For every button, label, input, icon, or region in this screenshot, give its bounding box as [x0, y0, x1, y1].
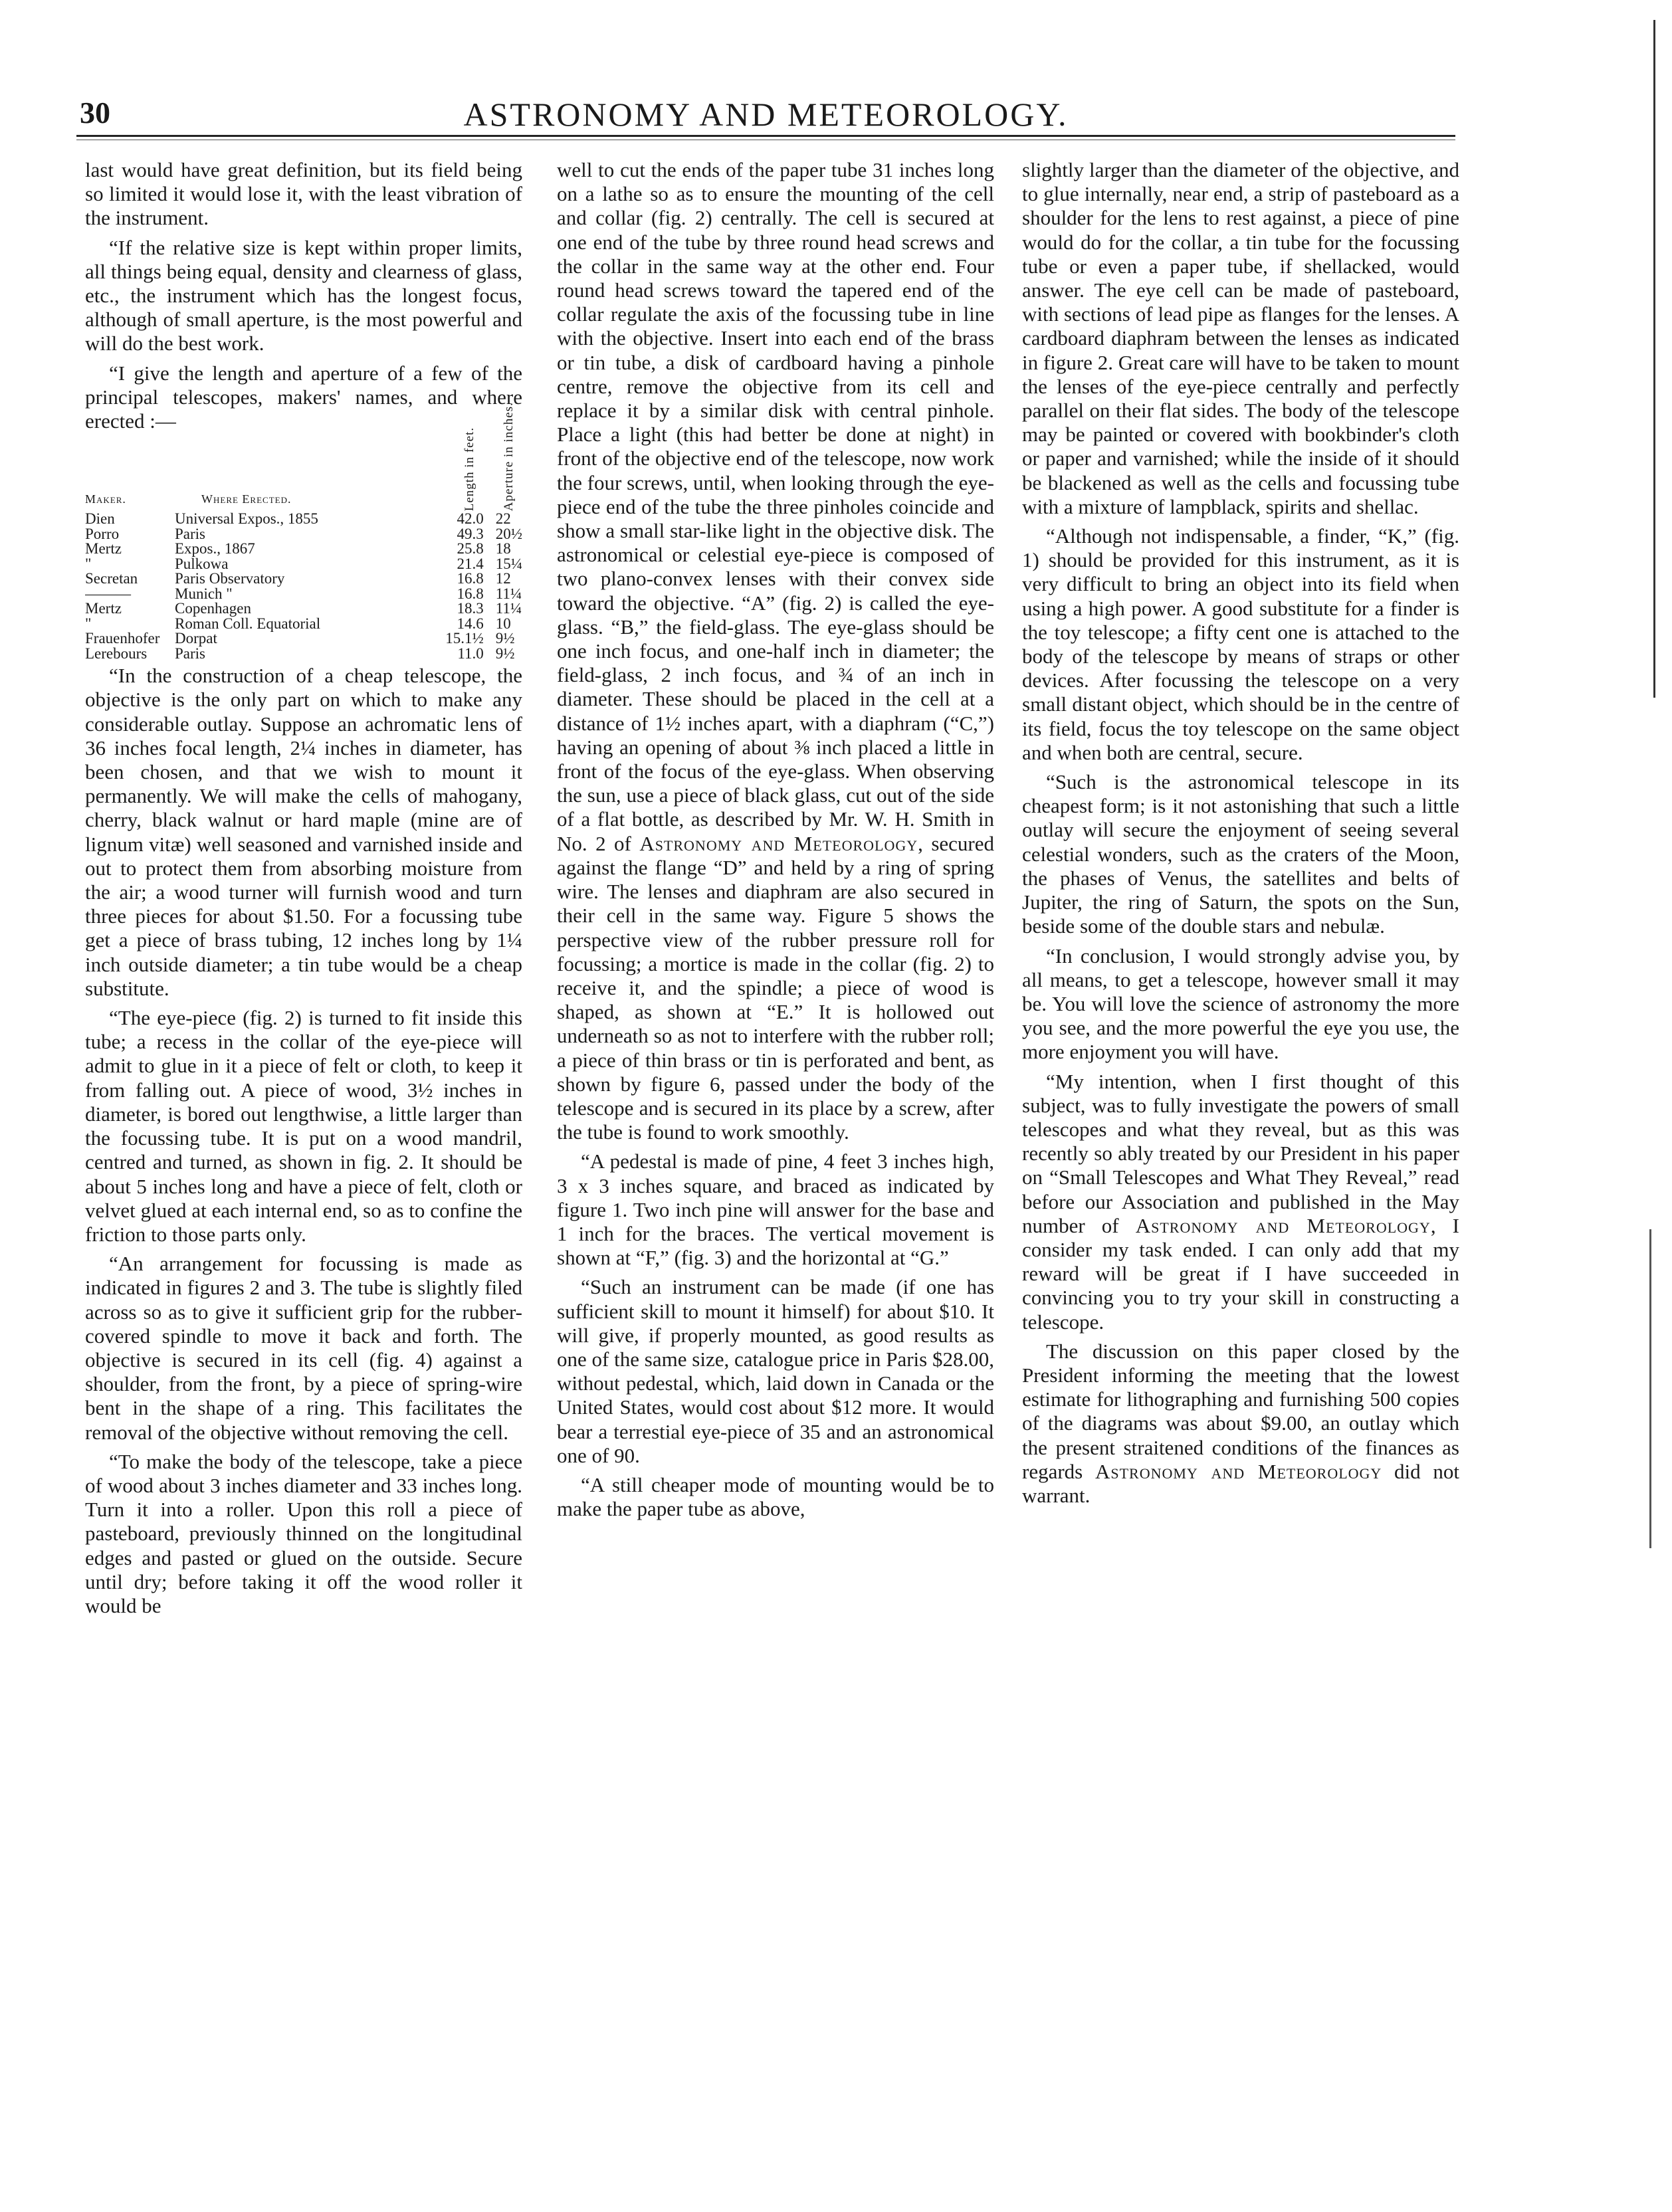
table-row	[85, 527, 522, 542]
table-row	[85, 617, 522, 632]
table-cell-length: 14.6	[457, 615, 484, 632]
paragraph-text: “My intention, when I first thought of this subject, was to fully investigate the powers of small telescopes and what they reveal, but as this was recently so ably treated by our President in his paper on “Small Telescopes and What They Reveal,” read before our Association and published in the May number of	[1022, 1069, 1459, 1237]
page-edge-line	[1653, 20, 1655, 698]
table-cell-where: Munich "	[175, 585, 233, 602]
paragraph: slightly larger than the diameter of the objective, and to glue internally, near end, a strip of pasteboard as a shoulder for the lens to rest against, a piece of pine would do for the collar, a tin tube for the focussing tube or even a paper tube, if shellacked, would answer. The eye cell can be made of pasteboard, with sections of lead pipe as flanges for the lenses. A cardboard diaphram between the lenses as indicated in figure 2. Great care will have to be taken to mount the lenses of the eye-piece centrally and perfectly parallel on their flat sides. The body of the telescope may be painted or covered with bookbinder's cloth or paper and varnished; while the inside of it should be blackened as well as the cells and focussing tube with a mixture of lampblack, spirits and shellac.	[1022, 158, 1459, 518]
table-row	[85, 647, 522, 662]
table-cell-length: 15.1½	[445, 630, 484, 647]
paragraph: “If the relative size is kept within proper limits, all things being equal, density and clearness of glass, etc., the instrument which has the longest focus, although of small aperture, is the most powerful and will do the best work.	[85, 235, 522, 355]
table-header-aperture: Aperture in inches.	[501, 401, 516, 511]
table-cell-length: 42.0	[457, 510, 484, 528]
table-row	[85, 631, 522, 647]
paragraph: last would have great definition, but its field being so limited it would lose it, with the least vibration of the instrument.	[85, 158, 522, 230]
paragraph: “An arrangement for focussing is made as indicated in figures 2 and 3. The tube is slightly filed across so as to give it sufficient grip for the rubber-covered spindle to move it back and forth. The objective is secured in its cell (fig. 4) against a shoulder, from the front, by a piece of spring-wire bent in the shape of a ring. This facilitates the removal of the objective without removing the cell.	[85, 1252, 522, 1444]
column-2	[557, 158, 994, 2098]
table-cell-where: Expos., 1867	[175, 540, 255, 557]
table-cell-length: 11.0	[457, 645, 484, 662]
table-header-where: Where Erected.	[201, 492, 292, 506]
table-cell-aperture: 15¼	[495, 555, 522, 572]
table-row	[85, 512, 522, 527]
journal-title: Astronomy and Meteorology	[639, 831, 918, 855]
paragraph-text: did not warrant.	[1022, 1459, 1459, 1507]
table-cell-aperture: 9½	[495, 630, 515, 647]
table-cell-length: 16.8	[457, 570, 484, 587]
table-cell-maker: Porro	[85, 525, 120, 542]
journal-title: Astronomy and Meteorology	[1135, 1213, 1431, 1237]
paragraph-text: , I consider my task ended. I can only add that my reward will be great if I have succeeded in convincing you to try your skill in constructing a telescope.	[1022, 1213, 1459, 1334]
table-cell-length: 49.3	[457, 525, 484, 542]
table-cell-aperture: 11¼	[495, 585, 522, 602]
table-cell-maker: "	[85, 615, 92, 632]
table-cell-maker: "	[85, 555, 92, 572]
table-header-maker: Maker.	[85, 492, 126, 506]
table-cell-where: Roman Coll. Equatorial	[175, 615, 321, 632]
running-header	[76, 90, 1455, 136]
table-cell-where: Pulkowa	[175, 555, 229, 572]
paragraph: “In the construction of a cheap telescope, the objective is the only part on which to make any considerable outlay. Suppose an achromatic lens of 36 inches focal length, 2¼ inches in diameter, has been chosen, and that we wish to mount it permanently. We will make the cells of mahogany, cherry, black walnut or hard maple (mine are of lignum vitæ) well seasoned and varnished inside and out to protect them from absorbing moisture from the air; a wood turner will furnish wood and turn three pieces for about $1.50. For a focussing tube get a piece of brass tubing, 12 inches long by 1¼ inch outside diameter; a tin tube would be a cheap substitute.	[85, 664, 522, 1000]
table-cell-length: 25.8	[457, 540, 484, 557]
table-cell-length: 18.3	[457, 600, 484, 617]
table-row	[85, 571, 522, 587]
header-rule	[76, 135, 1455, 137]
table-cell-aperture: 18	[495, 540, 511, 557]
paragraph	[1022, 1340, 1459, 1508]
paragraph: “In conclusion, I would strongly advise you, by all means, to get a telescope, however small it may be. You will love the science of astronomy the more you see, and the more powerful the eye you use, the more enjoyment you will have.	[1022, 944, 1459, 1064]
table-cell-where: Dorpat	[175, 630, 217, 647]
journal-title: Astronomy and Meteorology	[1095, 1459, 1382, 1483]
paragraph: “I give the length and aperture of a few of the principal telescopes, makers' names, and where erected :—	[85, 361, 522, 433]
paragraph: “Such an instrument can be made (if one has sufficient skill to mount it himself) for about $10. It will give, if properly mounted, as good results as one of the same size, catalogue price in Paris $28.00, without pedestal, which, laid down in Canada or the United States, would cost about $12 more. It would bear a terrestial eye-piece of 35 and an astronomical one of 90.	[557, 1275, 994, 1467]
paragraph: “The eye-piece (fig. 2) is turned to fit inside this tube; a recess in the collar of the eye-piece will admit to glue in it a piece of felt or cloth, to keep it from falling out. A piece of wood, 3½ inches in diameter, is bored out lengthwise, a little larger than the focussing tube. It is put on a wood mandril, centred and turned, as shown in fig. 2. It should be about 5 inches long and have a piece of felt, cloth or velvet glued at each internal end, so as to confine the friction to those parts only.	[85, 1006, 522, 1246]
table-cell-maker: ———	[85, 585, 131, 602]
table-cell-aperture: 9½	[495, 645, 515, 662]
table-cell-where: Paris Observatory	[175, 570, 285, 587]
paragraph-text: The discussion on this paper closed by the President informing the meeting that the lowest estimate for lithographing and furnishing 500 copies of the diagrams was about $9.00, an outlay which the present straitened conditions of the finances as regards	[1022, 1339, 1459, 1483]
table-cell-maker: Mertz	[85, 540, 122, 557]
table-cell-where: Paris	[175, 645, 205, 662]
table-row	[85, 542, 522, 557]
table-cell-aperture: 20½	[495, 525, 522, 542]
paragraph	[1022, 1070, 1459, 1334]
table-cell-maker: Mertz	[85, 600, 122, 617]
table-cell-aperture: 11¼	[495, 600, 522, 617]
table-cell-maker: Dien	[85, 510, 115, 528]
table-cell-maker: Frauenhofer	[85, 630, 160, 647]
paragraph: “Such is the astronomical telescope in its cheapest form; is it not astonishing that such a little outlay will secure the enjoyment of seeing several celestial wonders, such as the craters of the Moon, the phases of Venus, the satellites and belts of Jupiter, the ring of Saturn, the spots on the Sun, beside some of the double stars and nebulæ.	[1022, 770, 1459, 938]
table-row	[85, 601, 522, 617]
table-cell-aperture: 10	[495, 615, 511, 632]
paragraph-text: , secured against the flange “D” and held by a ring of spring wire. The lenses and diaphram are also secured in their cell in the same way. Figure 5 shows the perspective view of the rubber pressure roll for focussing; a mortice is made in the collar (fig. 2) to receive it, and the spindle; a piece of wood is shaped, as shown at “E.” It is hollowed out underneath so as not to interfere with the rubber roll; a piece of thin brass or tin is perforated and bent, as shown by figure 6, passed under the body of the telescope and is secured in its place by a screw, after the tube is found to work smoothly.	[557, 831, 994, 1144]
table-cell-aperture: 12	[495, 570, 511, 587]
table-cell-aperture: 22	[495, 510, 511, 528]
table-row	[85, 587, 522, 602]
table-cell-where: Paris	[175, 525, 205, 542]
table-cell-where: Universal Expos., 1855	[175, 510, 318, 528]
page-number: 30	[80, 96, 110, 130]
paragraph	[557, 158, 994, 1144]
paragraph: “A still cheaper mode of mounting would be to make the paper tube as above,	[557, 1472, 994, 1521]
column-3	[1022, 158, 1459, 2098]
running-title: ASTRONOMY AND METEOROLOGY.	[463, 96, 1069, 133]
table-header-length: Length in feet.	[462, 427, 476, 511]
table-cell-where: Copenhagen	[175, 600, 251, 617]
table-cell-maker: Lerebours	[85, 645, 148, 662]
paragraph-text: well to cut the ends of the paper tube 31 inches long on a lathe so as to ensure the mounting of the cell and collar (fig. 2) centrally. The cell is secured at one end of the tube by three round head screws and the collar in the same way at the other end. Four round head screws toward the tapered end of the collar regulate the axis of the focussing tube in line with the objective. Insert into each end of the brass or tin tube, a disk of cardboard having a pinhole centre, remove the objective from its cell and replace it by a similar disk with central pinhole. Place a light (this had better be done at night) in front of the objective end of the telescope, now work the four screws, until, when looking through the eye-piece end of the tube the three pinholes coincide and show a small star-like light in the objective disk. The astronomical or celestial eye-piece is composed of two plano-convex lenses with their convex side toward the objective. “A” (fig. 2) is called the eye-glass. “B,” the field-glass. The eye-glass should be one inch focus, and one-half inch in diameter; the field-glass, 2 inch focus, and ¾ of an inch in diameter. These should be placed in the cell at a distance of 1½ inches apart, with a diaphram (“C,”) having an opening of about ⅜ inch placed a little in front of the focus of the eye-glass. When observing the sun, use a piece of black glass, cut out of the side of a flat bottle, as described by Mr. W. H. Smith in No. 2 of	[557, 158, 994, 855]
paragraph: “To make the body of the telescope, take a piece of wood about 3 inches diameter and 33 inches long. Turn it into a roller. Upon this roll a piece of pasteboard, previously thinned on the longitudinal edges and pasted or glued on the outside. Secure until dry; before taking it off the wood roller it would be	[85, 1449, 522, 1617]
table-cell-maker: Secretan	[85, 570, 138, 587]
table-cell-length: 21.4	[457, 555, 484, 572]
page-edge-line	[1649, 1229, 1651, 1548]
paragraph: “Although not indispensable, a finder, “K,” (fig. 1) should be provided for this instrument, as it is very difficult to bring an object into its field when using a high power. A good substitute for a finder is the toy telescope; a fifty cent one is attached to the body of the telescope by means of straps or other devices. After focussing the telescope on a very small distant object, which should be in the centre of its field, focus the toy telescope on the same object and when both are central, secure.	[1022, 524, 1459, 764]
table-cell-length: 16.8	[457, 585, 484, 602]
table-row	[85, 557, 522, 572]
paragraph: “A pedestal is made of pine, 4 feet 3 inches high, 3 x 3 inches square, and braced as indicated by figure 1. Two inch pine will answer for the base and 1 inch for the braces. The vertical movement is shown at “F,” (fig. 3) and the horizontal at “G.”	[557, 1150, 994, 1270]
column-1	[85, 158, 522, 2098]
telescope-table	[85, 401, 522, 662]
